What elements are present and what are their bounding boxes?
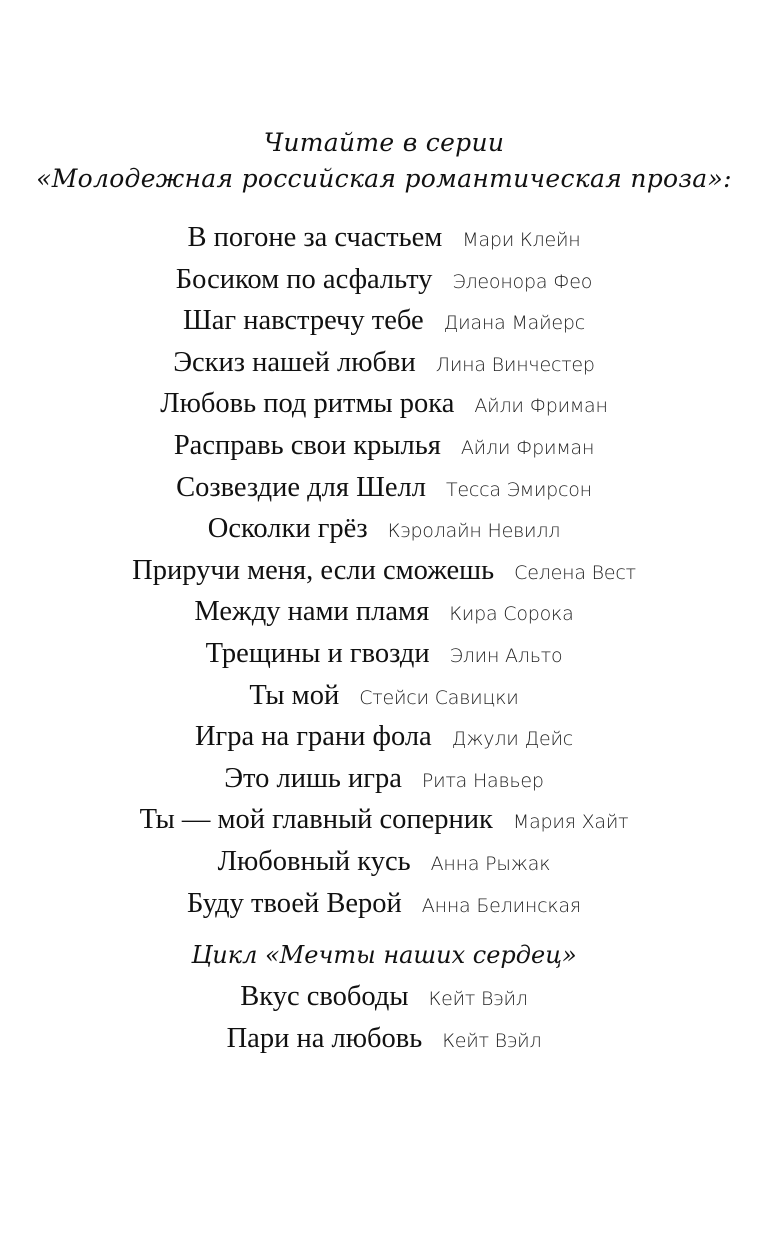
book-title: В погоне за счастьем xyxy=(187,222,443,253)
book-title: Расправь свои крылья xyxy=(173,429,441,461)
book-author: Элин Альто xyxy=(449,644,563,667)
book-title: Осколки грёз xyxy=(207,513,368,545)
book-author: Кейт Вэйл xyxy=(428,988,528,1010)
book-entry xyxy=(0,1018,768,1060)
book-entry xyxy=(0,976,768,1018)
book-author: Джули Дейс xyxy=(451,728,574,751)
book-title: Это лишь игра xyxy=(224,762,402,794)
book-entry xyxy=(0,716,768,758)
book-entry xyxy=(0,591,768,633)
series-heading-line-1: Читайте в серии xyxy=(263,128,505,157)
book-author: Анна Рыжак xyxy=(430,852,551,875)
book-title: Любовь под ритмы рока xyxy=(160,388,455,420)
book-author: Кэролайн Невилл xyxy=(387,520,561,543)
book-author: Лина Винчестер xyxy=(435,353,595,376)
book-entry xyxy=(0,841,768,883)
book-title: Между нами пламя xyxy=(194,596,430,628)
book-title: Буду твоей Верой xyxy=(187,887,402,919)
book-title: Ты мой xyxy=(249,679,340,711)
book-author: Стейси Савицки xyxy=(359,686,519,709)
book-entry xyxy=(0,383,768,425)
book-entry xyxy=(0,467,768,509)
book-author: Элеонора Фео xyxy=(452,270,593,293)
book-title: Созвездие для Шелл xyxy=(176,471,426,503)
book-entry xyxy=(0,675,768,717)
book-author: Рита Навьер xyxy=(421,769,544,792)
book-title: Трещины и гвозди xyxy=(205,637,430,669)
book-entry xyxy=(0,633,768,675)
book-entry xyxy=(0,508,768,550)
series-heading-line-2: «Молодежная российская романтическая проза»: xyxy=(36,164,732,193)
book-title: Любовный кусь xyxy=(217,845,411,877)
book-entry xyxy=(0,300,768,342)
book-author: Айли Фриман xyxy=(460,436,595,459)
book-entry xyxy=(0,425,768,467)
book-title: Вкус свободы xyxy=(240,981,409,1012)
book-title: Игра на грани фола xyxy=(194,721,432,753)
book-author: Селена Вест xyxy=(514,561,636,584)
book-entry xyxy=(0,217,768,259)
book-entry xyxy=(0,550,768,592)
book-entry xyxy=(0,758,768,800)
book-author: Мари Клейн xyxy=(462,229,581,251)
book-author: Айли Фриман xyxy=(474,395,608,418)
book-title: Эскиз нашей любви xyxy=(173,346,416,378)
cycle-book-list xyxy=(0,976,768,1059)
book-author: Анна Белинская xyxy=(421,894,581,917)
book-entry xyxy=(0,799,768,841)
book-author: Кейт Вэйл xyxy=(442,1029,542,1052)
book-author: Кира Сорока xyxy=(449,603,574,626)
book-entry xyxy=(0,259,768,301)
book-title: Босиком по асфальту xyxy=(175,263,433,295)
cycle-heading: Цикл «Мечты наших сердец» xyxy=(191,941,577,969)
book-title: Ты — мой главный соперник xyxy=(139,804,493,836)
book-list xyxy=(0,217,768,924)
book-author: Тесса Эмирсон xyxy=(445,478,592,501)
book-entry xyxy=(0,342,768,384)
book-title: Пари на любовь xyxy=(226,1022,423,1054)
book-entry xyxy=(0,883,768,925)
book-author: Диана Майерс xyxy=(443,312,585,335)
book-title: Приручи меня, если сможешь xyxy=(132,554,495,586)
book-author: Мария Хайт xyxy=(512,811,629,834)
book-title: Шаг навстречу тебе xyxy=(182,305,424,337)
